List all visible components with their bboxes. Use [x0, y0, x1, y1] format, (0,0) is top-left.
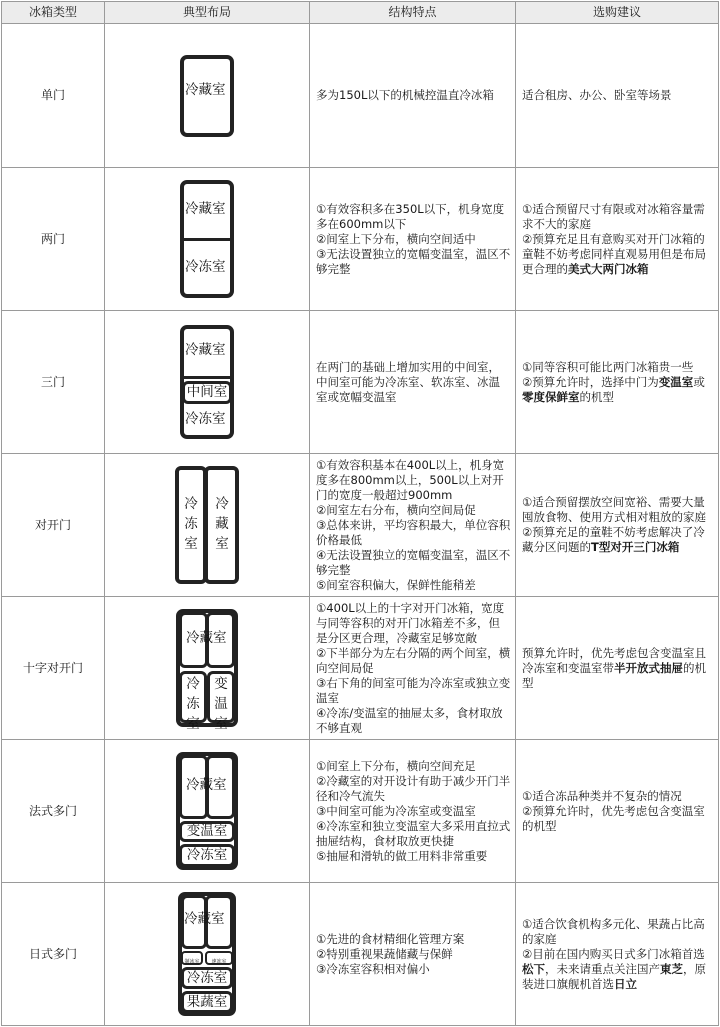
advice-cell [516, 883, 719, 1026]
fridge-type-cell: 单门 [2, 24, 105, 168]
compartment-label: 冷冻室 [185, 411, 226, 427]
feature-line: ②间室上下分布，横向空间适中 [316, 231, 476, 246]
feature-line: ③冷冻室容积相对偏小 [316, 961, 430, 976]
feature-line: ②间室左右分布，横向空间局促 [316, 502, 476, 517]
advice-text: ②目前在国内购买日式多门冰箱首选 [522, 946, 705, 961]
compartment-label: 冷藏室 [184, 911, 225, 927]
advice-text: ，未来请重点关注国产 [545, 961, 660, 976]
feature-line: ④冷冻/变温室的抽屉太多，食材取放不够直观 [316, 705, 503, 735]
feature-line: ③中间室可能为冷冻室或变温室 [316, 803, 476, 818]
layout-diagram-cell [105, 311, 310, 454]
advice-line [522, 232, 714, 277]
compartment-label: 冷冻室 [185, 259, 226, 275]
fridge-type-cell: 法式多门 [2, 740, 105, 883]
features-cell [310, 883, 516, 1026]
compartment-label: 冷藏室 [185, 342, 226, 358]
feature-line: ①先进的食材精细化管理方案 [316, 931, 465, 946]
fridge-type-cell: 对开门 [2, 454, 105, 597]
advice-line: ①适合预留尺寸有限或对冰箱容量需求不大的家庭 [522, 201, 705, 231]
advice-line: ①同等容积可能比两门冰箱贵一些 [522, 359, 694, 374]
table-row [2, 311, 719, 454]
feature-line: ⑤间室容积偏大，保鲜性能稍差 [316, 577, 476, 592]
advice-highlight: T型对开三门冰箱 [591, 540, 680, 554]
advice-cell [516, 311, 719, 454]
layout-diagram-cell [105, 168, 310, 311]
compartment-label: 冷藏室 [185, 201, 226, 217]
feature-line: ②特别重视果蔬储藏与保鲜 [316, 946, 453, 961]
advice-text: 的机型 [522, 660, 706, 690]
feature-line: 多为150L以下的机械控温直冷冰箱 [316, 88, 494, 102]
advice-highlight: 美式大两门冰箱 [568, 261, 649, 276]
table-row [2, 597, 719, 740]
advice-line [522, 525, 714, 555]
single-door-diagram [180, 55, 234, 137]
feature-line: ④冷冻室和独立变温室大多采用直拉式抽屉结构，食材取放更快捷 [316, 818, 511, 848]
feature-line: ③无法设置独立的宽幅变温室，温区不够完整 [316, 246, 511, 276]
layout-diagram-cell [105, 883, 310, 1026]
two-door-diagram [180, 180, 234, 298]
fridge-comparison-table [1, 1, 719, 1026]
features-cell [310, 740, 516, 883]
advice-text: ②预算充足且有意购买对开门冰箱的童鞋不妨考虑同样直观易用但是布局更合理的 [522, 231, 706, 276]
feature-line: ②冷藏室的对开设计有助于减少开门半径和冷气流失 [316, 773, 511, 803]
fridge-type-cell: 日式多门 [2, 883, 105, 1026]
advice-line [522, 375, 714, 405]
feature-line: ③右下角的间室可能为冷冻室或独立变温室 [316, 675, 511, 705]
advice-highlight: 東芝 [660, 961, 683, 976]
compartment-label: 冷藏室 [186, 777, 227, 793]
header-advice: 选购建议 [516, 2, 719, 24]
compartment-label: 冷藏室 [185, 81, 226, 98]
advice-text: 预算允许时，优先考虑包含变温室且冷冻室和变温室带 [522, 645, 706, 675]
advice-line: ②预算允许时，优先考虑包含变温室的机型 [522, 803, 705, 833]
layout-diagram-cell [105, 454, 310, 597]
feature-line: ①有效容积基本在400L以上，机身宽度多在800mm以上，500L以上对开门的宽度一般超过900mm [316, 457, 505, 502]
advice-cell [516, 454, 719, 597]
advice-line: ①适合冻品种类并不复杂的情况 [522, 788, 682, 803]
advice-line: 适合租房、办公、卧室等场景 [522, 88, 672, 102]
advice-line [522, 947, 714, 992]
advice-line [522, 646, 714, 691]
advice-cell [516, 24, 719, 168]
table-row [2, 168, 719, 311]
advice-highlight: 半开放式抽屉 [614, 660, 683, 675]
feature-line: ②下半部分为左右分隔的两个间室，横向空间局促 [316, 645, 511, 675]
feature-line: ④无法设置独立的宽幅变温室，温区不够完整 [316, 547, 511, 577]
divider [183, 238, 231, 241]
compartment-label: 冷藏室 [186, 630, 227, 646]
fridge-type-cell: 两门 [2, 168, 105, 311]
layout-diagram-cell [105, 597, 310, 740]
advice-line: ①适合饮食机构多元化、果蔬占比高的家庭 [522, 916, 705, 946]
freezer-drawer: 冷冻室 [181, 967, 233, 989]
feature-line: ⑤抽屉和滑轨的做工用料非常重要 [316, 848, 488, 863]
advice-highlight: 零度保鲜室 [522, 389, 580, 404]
features-cell [310, 168, 516, 311]
features-cell [310, 311, 516, 454]
cross-door-diagram [176, 609, 238, 732]
layout-diagram-cell [105, 24, 310, 168]
bottom-drawer: 冷冻室 [179, 844, 235, 867]
feature-line: ①有效容积多在350L以下，机身宽度多在600mm以下 [316, 201, 505, 231]
compartment-label-small: 制冰室 [184, 959, 200, 965]
feature-line: ③总体来讲，平均容积最大，单位容积价格最低 [316, 517, 511, 547]
advice-cell [516, 740, 719, 883]
fridge-type-cell: 十字对开门 [2, 597, 105, 740]
middle-compartment: 中间室 [182, 381, 232, 404]
advice-highlight: 松下 [522, 961, 545, 976]
header-type: 冰箱类型 [2, 2, 105, 24]
advice-cell [516, 597, 719, 740]
features-cell [310, 24, 516, 168]
features-cell [310, 597, 516, 740]
vegetable-drawer: 果蔬室 [181, 991, 233, 1013]
header-row [2, 2, 719, 24]
feature-line: ①间室上下分布，横向空间充足 [316, 758, 476, 773]
three-door-diagram [180, 325, 234, 439]
table-row [2, 883, 719, 1026]
advice-text: ②预算充足的童鞋不妨考虑解决了冷藏分区问题的 [522, 525, 705, 554]
side-by-side-diagram [175, 466, 239, 584]
advice-highlight: 日立 [614, 976, 637, 991]
table-row [2, 740, 719, 883]
table-row [2, 454, 719, 597]
feature-line: ①400L以上的十字对开门冰箱，宽度与同等容积的对开门冰箱差不多，但是分区更合理，冷藏室足够宽敞 [316, 600, 505, 645]
feature-line: 在两门的基础上增加实用的中间室，中间室可能为冷冻室、软冻室、冰温室或宽幅变温室 [316, 359, 500, 404]
advice-text: ②预算允许时，选择中门为 [522, 374, 659, 389]
header-layout: 典型布局 [105, 2, 310, 24]
divider [183, 376, 231, 379]
compartment-label-small: 速冻室 [211, 959, 227, 965]
advice-cell [516, 168, 719, 311]
middle-drawer: 变温室 [179, 821, 235, 842]
advice-text: 或 [693, 374, 705, 389]
compartment-label-vertical: 变温室 [214, 676, 228, 732]
advice-text: ，原装进口旗舰机首选 [522, 961, 706, 991]
advice-text: 的机型 [579, 389, 614, 404]
table-row [2, 24, 719, 168]
layout-diagram-cell [105, 740, 310, 883]
japanese-multi-door-diagram [178, 892, 236, 1016]
fridge-type-cell: 三门 [2, 311, 105, 454]
advice-line: ①适合预留摆放空间宽裕、需要大量囤放食物、使用方式相对粗放的家庭 [522, 495, 706, 524]
advice-highlight: 变温室 [658, 374, 694, 389]
header-features: 结构特点 [310, 2, 516, 24]
compartment-label-vertical: 冷冻室 [186, 676, 200, 732]
compartment-label-vertical: 冷冻室 [184, 496, 198, 552]
compartment-label-vertical: 冷藏室 [215, 496, 229, 552]
features-cell [310, 454, 516, 597]
french-door-diagram [176, 752, 238, 870]
